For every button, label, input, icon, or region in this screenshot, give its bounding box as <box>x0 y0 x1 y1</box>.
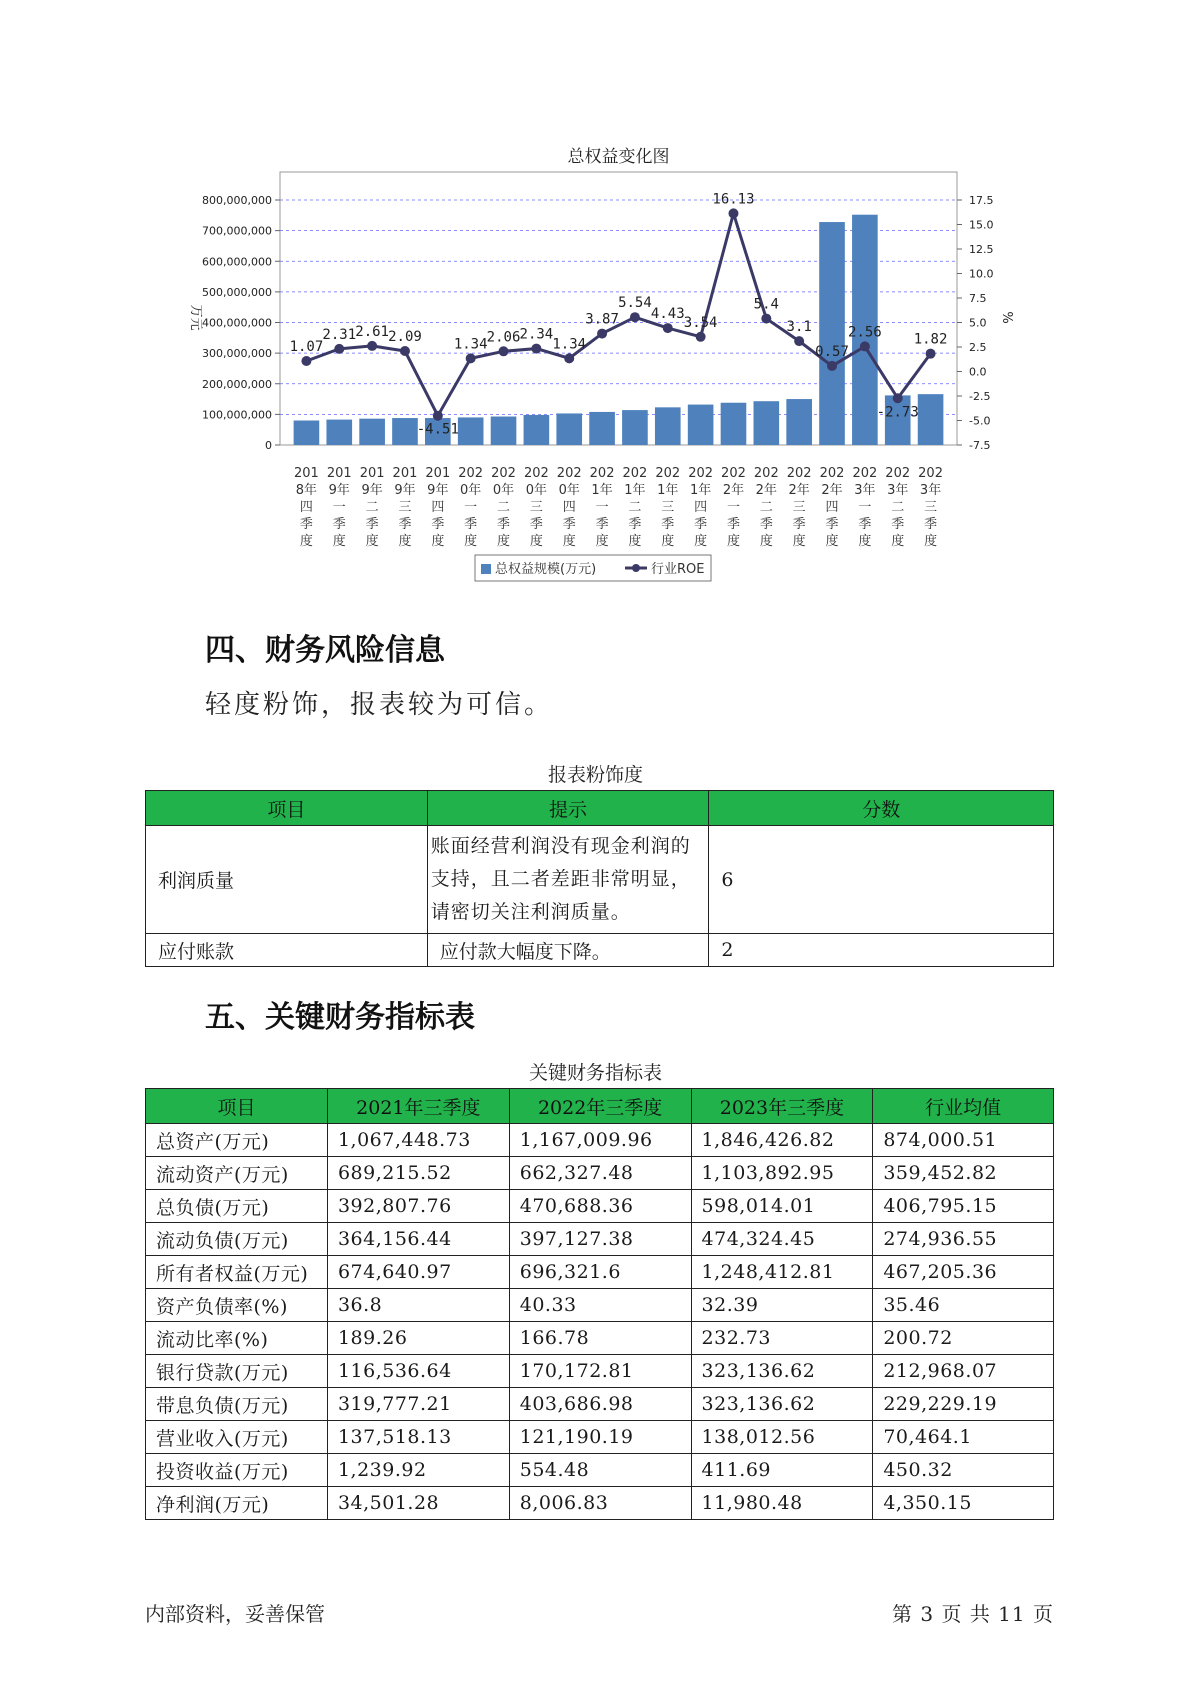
roe-data-label: 2.34 <box>519 326 554 343</box>
x-tick-label: 三 <box>661 500 675 515</box>
kpi-value: 166.78 <box>509 1322 691 1355</box>
roe-data-label: 3.54 <box>683 314 718 331</box>
x-tick-label: 度 <box>497 534 511 549</box>
roe-point <box>499 346 509 356</box>
legend-line-marker <box>632 564 640 572</box>
table-row <box>146 1355 1054 1388</box>
x-tick-label: 季 <box>628 517 642 532</box>
kpi-value: 474,324.45 <box>691 1223 873 1256</box>
x-tick-label: 度 <box>431 534 445 549</box>
roe-point <box>663 323 673 333</box>
x-tick-label: 2年 <box>755 483 777 498</box>
risk-header-score: 分数 <box>709 791 1054 826</box>
risk-item: 利润质量 <box>146 826 428 934</box>
kpi-value: 200.72 <box>873 1322 1054 1355</box>
equity-chart <box>150 140 1050 600</box>
kpi-item: 流动资产(万元) <box>146 1157 328 1190</box>
kpi-value: 470,688.36 <box>509 1190 691 1223</box>
kpi-value: 70,464.1 <box>873 1421 1054 1454</box>
kpi-value: 189.26 <box>327 1322 509 1355</box>
roe-point <box>597 329 607 339</box>
kpi-item: 资产负债率(%) <box>146 1289 328 1322</box>
x-tick-label: 一 <box>858 500 872 515</box>
roe-point <box>466 353 476 363</box>
roe-data-label: 2.09 <box>388 329 422 346</box>
risk-table-caption: 报表粉饰度 <box>547 764 643 786</box>
x-tick-label: 202 <box>523 466 549 481</box>
risk-score: 2 <box>709 934 1054 967</box>
roe-point <box>334 344 344 354</box>
x-tick-label: 季 <box>464 517 478 532</box>
x-tick-label: 季 <box>759 517 773 532</box>
x-tick-label: 2年 <box>722 483 745 498</box>
x-tick-label: 二 <box>628 500 642 515</box>
kpi-item: 银行贷款(万元) <box>146 1355 328 1388</box>
table-row <box>146 1256 1054 1289</box>
table-row <box>146 1487 1054 1520</box>
bar <box>819 222 845 445</box>
y-left-tick-label: 600,000,000 <box>202 255 272 269</box>
roe-point <box>794 336 804 346</box>
x-tick-label: 季 <box>694 517 708 532</box>
roe-data-label: 0.57 <box>815 343 849 360</box>
kpi-value: 40.33 <box>509 1289 691 1322</box>
kpi-value: 323,136.62 <box>691 1388 873 1421</box>
roe-data-label: 2.06 <box>486 329 521 346</box>
kpi-item: 所有者权益(万元) <box>146 1256 328 1289</box>
y-right-tick-label: 0.0 <box>969 365 987 379</box>
y-right-tick-label: 7.5 <box>969 292 987 305</box>
bar <box>524 415 550 445</box>
legend-bar-swatch <box>481 564 491 574</box>
kpi-header-item: 项目 <box>146 1089 328 1124</box>
kpi-value: 674,640.97 <box>327 1256 509 1289</box>
x-tick-label: 四 <box>694 500 708 515</box>
bar <box>491 417 517 445</box>
x-tick-label: 一 <box>726 500 740 515</box>
kpi-value: 874,000.51 <box>873 1124 1054 1157</box>
roe-data-label: 3.1 <box>786 319 812 336</box>
x-tick-label: 度 <box>759 534 773 549</box>
kpi-header-industry: 行业均值 <box>873 1089 1054 1124</box>
roe-point <box>630 312 640 322</box>
kpi-value: 1,248,412.81 <box>691 1256 873 1289</box>
x-tick-label: 三 <box>924 500 938 515</box>
roe-point <box>367 341 377 351</box>
roe-point <box>761 314 771 324</box>
kpi-value: 364,156.44 <box>327 1223 509 1256</box>
kpi-value: 274,936.55 <box>873 1223 1054 1256</box>
roe-data-label: 2.31 <box>322 326 357 343</box>
roe-point <box>926 349 936 359</box>
section5-heading: 五、关键财务指标表 <box>205 1000 475 1035</box>
kpi-value: 319,777.21 <box>327 1388 509 1421</box>
roe-point <box>827 361 837 371</box>
x-tick-label: 201 <box>359 466 385 481</box>
x-tick-label: 202 <box>622 466 648 481</box>
x-tick-label: 度 <box>332 534 346 549</box>
bar <box>392 418 418 445</box>
x-tick-label: 季 <box>792 517 806 532</box>
y-right-tick-label: 2.5 <box>969 341 987 354</box>
kpi-value: 403,686.98 <box>509 1388 691 1421</box>
bar <box>589 412 615 445</box>
x-tick-label: 202 <box>491 466 516 481</box>
table-row <box>146 1124 1054 1157</box>
x-tick-label: 度 <box>924 534 938 549</box>
roe-data-label: 1.34 <box>453 336 488 353</box>
x-tick-label: 202 <box>885 466 911 481</box>
bar <box>556 413 582 445</box>
kpi-value: 411.69 <box>691 1454 873 1487</box>
table-row <box>146 934 1054 967</box>
risk-tip: 账面经营利润没有现金利润的支持，且二者差距非常明显，请密切关注利润质量。 <box>427 826 709 934</box>
kpi-value: 11,980.48 <box>691 1487 873 1520</box>
roe-data-label: 2.61 <box>355 323 389 340</box>
y-left-tick-label: 200,000,000 <box>202 377 272 391</box>
x-tick-label: 0年 <box>460 483 482 498</box>
x-tick-label: 1年 <box>624 483 646 498</box>
x-tick-label: 201 <box>425 466 451 481</box>
x-tick-label: 3年 <box>887 483 909 498</box>
x-tick-label: 202 <box>458 466 484 481</box>
kpi-item: 流动比率(%) <box>146 1322 328 1355</box>
x-tick-label: 一 <box>464 500 478 515</box>
kpi-value: 1,167,009.96 <box>509 1124 691 1157</box>
kpi-table-caption: 关键财务指标表 <box>528 1062 662 1084</box>
y-right-tick-label: -5.0 <box>969 414 991 428</box>
table-row <box>146 1322 1054 1355</box>
kpi-header-2021: 2021年三季度 <box>327 1089 509 1124</box>
roe-point <box>400 346 410 356</box>
x-tick-label: 1年 <box>657 483 679 498</box>
x-tick-label: 季 <box>562 517 576 532</box>
kpi-value: 359,452.82 <box>873 1157 1054 1190</box>
x-tick-label: 季 <box>891 517 905 532</box>
bar <box>326 420 352 445</box>
x-tick-label: 度 <box>694 534 708 549</box>
kpi-value: 116,536.64 <box>327 1355 509 1388</box>
x-tick-label: 202 <box>688 466 714 481</box>
bar <box>294 421 320 446</box>
x-tick-label: 度 <box>726 534 740 549</box>
x-tick-label: 3年 <box>854 483 876 498</box>
x-tick-label: 2年 <box>821 483 843 498</box>
x-tick-label: 3年 <box>919 483 942 498</box>
y-right-tick-label: -7.5 <box>969 439 991 452</box>
kpi-item: 营业收入(万元) <box>146 1421 328 1454</box>
kpi-value: 4,350.15 <box>873 1487 1054 1520</box>
roe-data-label: -2.73 <box>876 404 919 421</box>
roe-data-label: 16.13 <box>712 191 755 208</box>
roe-data-label: 1.82 <box>913 331 948 348</box>
kpi-value: 137,518.13 <box>327 1421 509 1454</box>
x-tick-label: 二 <box>759 500 773 515</box>
kpi-value: 467,205.36 <box>873 1256 1054 1289</box>
kpi-value: 689,215.52 <box>327 1157 509 1190</box>
bar <box>359 419 385 445</box>
x-tick-label: 季 <box>924 517 938 532</box>
kpi-value: 34,501.28 <box>327 1487 509 1520</box>
x-tick-label: 二 <box>891 500 905 515</box>
x-tick-label: 三 <box>792 500 806 515</box>
bar <box>688 405 714 445</box>
kpi-value: 696,321.6 <box>509 1256 691 1289</box>
kpi-value: 1,846,426.82 <box>691 1124 873 1157</box>
x-tick-label: 9年 <box>427 483 449 498</box>
x-tick-label: 四 <box>562 500 576 515</box>
kpi-header-2022: 2022年三季度 <box>509 1089 691 1124</box>
x-tick-label: 0年 <box>525 483 548 498</box>
kpi-value: 35.46 <box>873 1289 1054 1322</box>
x-tick-label: 度 <box>529 534 543 549</box>
y-left-tick-label: 300,000,000 <box>202 347 272 361</box>
x-tick-label: 季 <box>299 517 313 532</box>
roe-data-label: 5.4 <box>753 296 779 313</box>
roe-point <box>564 353 574 363</box>
x-tick-label: 三 <box>398 500 412 515</box>
x-tick-label: 度 <box>299 534 313 549</box>
x-tick-label: 9年 <box>394 483 416 498</box>
bar <box>754 401 780 445</box>
x-tick-label: 度 <box>858 534 872 549</box>
x-tick-label: 2年 <box>788 483 810 498</box>
kpi-value: 1,239.92 <box>327 1454 509 1487</box>
roe-data-label: 4.43 <box>650 306 685 323</box>
kpi-item: 投资收益(万元) <box>146 1454 328 1487</box>
kpi-item: 净利润(万元) <box>146 1487 328 1520</box>
kpi-value: 406,795.15 <box>873 1190 1054 1223</box>
x-tick-label: 202 <box>819 466 845 481</box>
roe-point <box>728 208 738 218</box>
risk-item: 应付账款 <box>146 934 428 967</box>
kpi-item: 总负债(万元) <box>146 1190 328 1223</box>
kpi-header-2023: 2023年三季度 <box>691 1089 873 1124</box>
x-tick-label: 9年 <box>361 483 383 498</box>
y-right-axis-label: % <box>999 311 1014 324</box>
risk-header-item: 项目 <box>146 791 428 826</box>
y-right-tick-label: 17.5 <box>969 194 994 207</box>
x-tick-label: 202 <box>852 466 878 481</box>
x-tick-label: 季 <box>858 517 872 532</box>
kpi-value: 8,006.83 <box>509 1487 691 1520</box>
x-tick-label: 季 <box>529 517 543 532</box>
kpi-value: 662,327.48 <box>509 1157 691 1190</box>
x-tick-label: 一 <box>595 500 609 515</box>
table-row <box>146 1157 1054 1190</box>
x-tick-label: 201 <box>326 466 352 481</box>
table-row <box>146 826 1054 934</box>
x-tick-label: 四 <box>825 500 839 515</box>
legend-line-label: 行业ROE <box>651 562 705 577</box>
roe-data-label: 1.34 <box>552 336 587 353</box>
x-tick-label: 9年 <box>328 483 350 498</box>
y-left-tick-label: 400,000,000 <box>202 316 272 330</box>
x-tick-label: 201 <box>392 466 418 481</box>
table-row <box>146 1388 1054 1421</box>
table-row <box>146 1190 1054 1223</box>
roe-data-label: 5.54 <box>618 295 652 312</box>
roe-point <box>531 344 541 354</box>
x-tick-label: 季 <box>332 517 346 532</box>
x-tick-label: 季 <box>365 517 379 532</box>
risk-summary: 轻度粉饰，报表较为可信。 <box>205 690 554 720</box>
kpi-value: 397,127.38 <box>509 1223 691 1256</box>
y-right-tick-label: 15.0 <box>969 218 994 232</box>
x-tick-label: 季 <box>726 517 740 532</box>
kpi-value: 138,012.56 <box>691 1421 873 1454</box>
x-tick-label: 度 <box>398 534 412 549</box>
x-tick-label: 202 <box>721 466 746 481</box>
risk-header-tip: 提示 <box>427 791 709 826</box>
risk-table <box>145 790 1054 967</box>
roe-point <box>301 356 311 366</box>
kpi-item: 流动负债(万元) <box>146 1223 328 1256</box>
kpi-item: 总资产(万元) <box>146 1124 328 1157</box>
kpi-value: 212,968.07 <box>873 1355 1054 1388</box>
risk-tip: 应付款大幅度下降。 <box>427 934 709 967</box>
y-left-axis-label: 万元 <box>188 304 203 331</box>
y-left-tick-label: 100,000,000 <box>202 408 272 422</box>
legend-bar-label: 总权益规模(万元) <box>495 562 597 577</box>
table-row <box>146 1223 1054 1256</box>
x-tick-label: 0年 <box>492 483 515 498</box>
x-tick-label: 度 <box>661 534 675 549</box>
x-tick-label: 二 <box>497 500 511 515</box>
kpi-value: 32.39 <box>691 1289 873 1322</box>
x-tick-label: 季 <box>497 517 511 532</box>
x-tick-label: 202 <box>589 466 615 481</box>
x-tick-label: 202 <box>918 466 943 481</box>
table-row <box>146 1289 1054 1322</box>
x-tick-label: 三 <box>529 500 543 515</box>
roe-data-label: 2.56 <box>848 324 882 341</box>
kpi-table-body <box>146 1124 1054 1520</box>
x-tick-label: 一 <box>332 500 346 515</box>
roe-data-label: 3.87 <box>585 311 619 328</box>
roe-point <box>893 393 903 403</box>
y-right-tick-label: -2.5 <box>969 390 991 403</box>
y-left-tick-label: 700,000,000 <box>202 224 272 238</box>
x-tick-label: 202 <box>655 466 681 481</box>
bar <box>918 394 944 445</box>
kpi-value: 170,172.81 <box>509 1355 691 1388</box>
equity-chart-svg <box>150 140 1050 600</box>
x-tick-label: 202 <box>556 466 582 481</box>
y-left-tick-label: 500,000,000 <box>202 285 272 299</box>
x-tick-label: 8年 <box>295 483 318 498</box>
kpi-value: 229,229.19 <box>873 1388 1054 1421</box>
x-tick-label: 度 <box>365 534 379 549</box>
x-tick-label: 度 <box>825 534 839 549</box>
chart-title: 总权益变化图 <box>567 147 670 167</box>
x-tick-label: 202 <box>753 466 779 481</box>
x-tick-label: 202 <box>786 466 812 481</box>
bar <box>655 407 681 445</box>
x-tick-label: 1年 <box>591 483 613 498</box>
x-tick-label: 度 <box>792 534 806 549</box>
x-tick-label: 度 <box>595 534 609 549</box>
roe-point <box>696 332 706 342</box>
x-tick-label: 0年 <box>558 483 580 498</box>
kpi-value: 554.48 <box>509 1454 691 1487</box>
bar <box>458 417 484 445</box>
bar <box>721 403 747 445</box>
kpi-item: 带息负债(万元) <box>146 1388 328 1421</box>
x-tick-label: 季 <box>398 517 412 532</box>
roe-data-label: -4.51 <box>416 421 459 438</box>
x-tick-label: 季 <box>431 517 445 532</box>
footer-page-number: 第 3 页 共 11 页 <box>892 1602 1054 1626</box>
kpi-value: 232.73 <box>691 1322 873 1355</box>
x-tick-label: 季 <box>595 517 609 532</box>
risk-score: 6 <box>709 826 1054 934</box>
x-tick-label: 季 <box>661 517 675 532</box>
roe-point <box>433 411 443 421</box>
kpi-table <box>145 1088 1054 1520</box>
x-tick-label: 1年 <box>689 483 712 498</box>
x-tick-label: 四 <box>431 500 445 515</box>
x-tick-label: 二 <box>365 500 379 515</box>
section4-heading: 四、财务风险信息 <box>205 633 445 668</box>
x-tick-label: 度 <box>562 534 576 549</box>
roe-point <box>860 341 870 351</box>
kpi-value: 392,807.76 <box>327 1190 509 1223</box>
x-tick-label: 度 <box>891 534 905 549</box>
table-row <box>146 1421 1054 1454</box>
kpi-value: 1,103,892.95 <box>691 1157 873 1190</box>
bar <box>622 410 648 445</box>
x-tick-label: 季 <box>825 517 839 532</box>
x-tick-label: 度 <box>628 534 642 549</box>
y-right-tick-label: 12.5 <box>969 243 994 256</box>
kpi-value: 36.8 <box>327 1289 509 1322</box>
y-left-tick-label: 0 <box>265 439 272 452</box>
roe-data-label: 1.07 <box>289 339 324 356</box>
kpi-value: 450.32 <box>873 1454 1054 1487</box>
y-right-tick-label: 5.0 <box>969 316 987 330</box>
kpi-value: 121,190.19 <box>509 1421 691 1454</box>
y-right-tick-label: 10.0 <box>969 267 994 281</box>
x-tick-label: 度 <box>464 534 478 549</box>
table-row <box>146 1454 1054 1487</box>
footer-confidential: 内部资料，妥善保管 <box>145 1602 325 1626</box>
x-tick-label: 四 <box>299 500 313 515</box>
kpi-value: 598,014.01 <box>691 1190 873 1223</box>
bar <box>786 399 812 445</box>
kpi-value: 323,136.62 <box>691 1355 873 1388</box>
kpi-value: 1,067,448.73 <box>327 1124 509 1157</box>
x-tick-label: 201 <box>294 466 319 481</box>
y-left-tick-label: 800,000,000 <box>202 194 272 207</box>
